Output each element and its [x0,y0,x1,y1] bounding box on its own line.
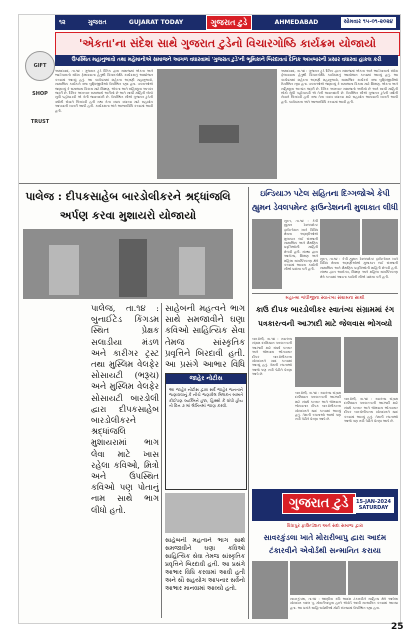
right-story3-headline: સાવરકુંડલા ખાતે મોરારીબાપુ દ્વારા આદમ ટંકારવીને એવોર્ડથી સન્માનિત કરાયા [263,533,387,555]
gift-shop-badge: GIFT SHOP TRUST [25,51,55,81]
right-story3-photo-2 [290,561,346,595]
masthead-section: ગુજરાત [87,18,107,26]
right-story2-headline: કાઉ દીપક બારડોલીકર સ્વાતંત્ર્ય સંગ્રામમાં રંગ પત્રકારત્વની આઝાદી માટે જેલવાસ ભોગવ્યો [255,305,395,328]
right-story1-photo-3 [362,219,398,255]
masthead [55,15,400,30]
lead-body-continued: અમદાવાદ, તા.૧૪ : ગુજરાત ટુડે દૈનિક દ્વારા સમાજમાં એકતા અને ભાઈચારાનો સંદેશ ફેલાવવાના હેતુથી વિચારગોષ્ઠિ કાર્યક્રમનું આયોજન કરવામાં આવ્યું હતું. આ કાર્યક્રમમાં શહેરના અગ્રણી મહાનુભાવો, સામાજિક કાર્યકરો તથા બુદ્ધિજીવીઓ ઉપસ્થિત રહ્યા હતા. વક્તાઓએ જણાવ્યું કે સમાજના વિકાસ માટે શિક્ષણ, એકતા અને સહિષ્ણુતા અત્યંત જરૂરી છે. દૈનિક અખબાર સમાજનો અરીસો છે અને સાચી માહિતી લોકો સુધી પહોંચાડવી એ તેની જવાબદારી છે. ઉપસ્થિત સૌએ ગુજરાત ટુડેની વર્ષોની સેવાને બિરદાવી હતી તથા તેના વ્યાપ વધારવા માટે સહયોગ આપવાની ખાતરી આપી હતી. કાર્યક્રમના અંતે આભારવિધિ કરવામાં આવી હતી. [281,69,398,104]
column-divider [161,303,162,618]
gujarat-today-date [353,497,394,513]
right-divider [252,293,398,294]
gujarat-today-date-line1: 15-JAN-2024 [356,499,391,505]
masthead-date: સોમવાર ૧૫-૦૧-૨૦૨૪ [341,17,396,28]
right-story2-photo-2 [344,337,398,393]
masthead-page-no: ૧૨ [59,18,66,26]
right-story1-body-continued: સુરત, તા.૧૪ : કેપી હ્યુમન ડેવલપમેન્ટ ફાઉન્ડેશન ખાતે વિવિધ ક્ષેત્રના અગ્રણીઓએ મુલાકાત લઈ સંસ્થાની સામાજિક અને શૈક્ષણિક પ્રવૃત્તિઓની માહિતી મેળવી હતી. સંસ્થા દ્વારા આરોગ્ય, શિક્ષણ અને મહિલા સશક્તિકરણ ક્ષેત્રે કરવામાં આવતા કાર્યની સૌએ પ્રશંસા કરી હતી. [320,257,398,279]
right-story1-photo-1 [252,219,282,289]
right-story1-headline: ઇન્ડિયાઝ પટેલ સહિતના દિગ્ગજોએ કેપી હ્યુમન ડેવલપમેન્ટ ફાઉન્ડેશનની મુલાકાત લીધી [252,189,398,212]
lead-divider [19,183,400,184]
left-story-photo-figure [49,245,79,295]
right-story1-photo-2 [320,219,360,255]
left-story-photo-figure [179,247,205,295]
left-story-column-1: પાલેજ, તા.૧૪ : બુનાઈટેડ કિંગડમ સ્થિત પ્રેક્ષક સલાડીયા મંડળ અને કારીગર ટ્રસ્ટ તથા મુસ્લિમ વેલફેર સોસાયટી (ભરૂચ) અને મુસ્લિમ વેલફેર સોસાયટી બારડોલી દ્વારા દીપકસાહેબ બારડોલીકરને શ્રદ્ધાંજલિ મુશાયરામાં ભાગ લેવા માટે ખાસ રહેલા કવિઓ, મિત્રો અને ઉપસ્થિત કવિઓ પણ પોતાનું નામ સાથે ભાગ લીધો હતો. [91,303,159,515]
lead-body: અમદાવાદ, તા.૧૪ : ગુજરાત ટુડે દૈનિક દ્વારા સમાજમાં એકતા અને ભાઈચારાનો સંદેશ ફેલાવવાના હેતુથી વિચારગોષ્ઠિ કાર્યક્રમનું આયોજન કરવામાં આવ્યું હતું. આ કાર્યક્રમમાં શહેરના અગ્રણી મહાનુભાવો, સામાજિક કાર્યકરો તથા બુદ્ધિજીવીઓ ઉપસ્થિત રહ્યા હતા. વક્તાઓએ જણાવ્યું કે સમાજના વિકાસ માટે શિક્ષણ, એકતા અને સહિષ્ણુતા અત્યંત જરૂરી છે. દૈનિક અખબાર સમાજનો અરીસો છે અને સાચી માહિતી લોકો સુધી પહોંચાડવી એ તેની જવાબદારી છે. ઉપસ્થિત સૌએ ગુજરાત ટુડેની વર્ષોની સેવાને બિરદાવી હતી તથા તેના વ્યાપ વધારવા માટે સહયોગ આપવાની ખાતરી આપી હતી. કાર્યક્રમના અંતે આભારવિધિ કરવામાં આવી હતી. [55,69,153,113]
masthead-paper-name: GUJARAT TODAY [128,19,184,26]
right-story2-body-continued: બારડોલી, તા.૧૪ : સ્વાતંત્ર્ય સંગ્રામ દરમિયાન પત્રકારત્વની આઝાદી માટે સંઘર્ષ કરનાર અને જેલવાસ ભોગવનાર દીપક બારડોલીકરના યોગદાનને યાદ કરવામાં આવ્યું હતું. તેમની રચનાઓ આજે પણ નવી પેઢીને પ્રેરણા આપે છે. [344,397,398,424]
section-divider [248,187,249,619]
left-story-column-2-continued: સાહેબની મહત્વને ભાગ સાથે સમજાવીને ઘણા કવિઓ સાહિત્યિક સેવા તેમજ સાંસ્કૃતિક પ્રવૃત્તિને બિરદાવી હતી. આ પ્રસંગે આભાર વિધિ કરવામાં આવી હતી અને સૌ સહયોગ આપનાર સર્વેનો આભાર માનવામાં આવ્યો હતો. [165,537,245,592]
public-notice [165,373,247,490]
public-notice-body: આ જાહેર નોટીસ દ્વારા સર્વે જાહેર જનતાને જણાવવાનું કે નીચે જણાવેલ મિલકત બાબતે કોઈપણ વ્યક્તિને હક્ક, હિસ્સો કે વાંધો હોય તો દિન ૭ માં લેખિતમાં જાણ કરવી. [169,387,243,409]
public-notice-title: જાહેર નોટીસ [166,374,246,384]
advertisement-block [165,493,245,533]
right-story2-photo-1 [295,337,341,387]
lead-photo-banner [199,125,239,143]
gujarat-today-logo: ગુજરાત ટુડે [282,493,356,514]
page-number: 25 [391,622,404,632]
right-story1-body: સુરત, તા.૧૪ : કેપી હ્યુમન ડેવલપમેન્ટ ફાઉન્ડેશન ખાતે વિવિધ ક્ષેત્રના અગ્રણીઓએ મુલાકાત લઈ સંસ્થાની સામાજિક અને શૈક્ષણિક પ્રવૃત્તિઓની માહિતી મેળવી હતી. સંસ્થા દ્વારા આરોગ્ય, શિક્ષણ અને મહિલા સશક્તિકરણ ક્ષેત્રે કરવામાં આવતા કાર્યની સૌએ પ્રશંસા કરી હતી. [284,219,318,272]
lead-photo-group [157,69,277,179]
left-story-column-2: સાહેબની મહત્વને ભાગ સાથે સમજાવીને ઘણા કવિઓ સાહિત્યિક સેવા તેમજ સાંસ્કૃતિક પ્રવૃત્તિને બિરદાવી હતી. આ પ્રસંગે આભાર વિધિ [165,303,245,369]
right-story3-body: સાવરકુંડલા, તા.૧૪ : જાણીતા કવિ આદમ ટંકારવીને સાહિત્ય ક્ષેત્રે આપેલા યોગદાન બદલ પૂ. મોરારીબાપુના હસ્તે એવોર્ડ આપી સન્માનિત કરવામાં આવ્યા હતા. આ પ્રસંગે સાહિત્યપ્રેમીઓ મોટી સંખ્યામાં ઉપસ્થિત રહ્યા હતા. [290,597,398,610]
gujarat-today-date-line2: SATURDAY [358,505,389,511]
newspaper-page [18,14,401,624]
masthead-city: AHMEDABAD [274,19,319,26]
masthead-logo: ગુજરાત ટુડે [206,15,253,30]
right-story2-body: બારડોલી, તા.૧૪ : સ્વાતંત્ર્ય સંગ્રામ દરમિયાન પત્રકારત્વની આઝાદી માટે સંઘર્ષ કરનાર અને જેલવાસ ભોગવનાર દીપક બારડોલીકરના યોગદાનને યાદ કરવામાં આવ્યું હતું. તેમની રચનાઓ આજે પણ નવી પેઢીને પ્રેરણા આપે છે. [252,337,292,377]
left-story-photo-figure [119,239,147,297]
right-story3-photo-3 [348,561,398,595]
gujarat-today-promo [252,489,398,521]
right-story3-photo-1 [252,561,288,619]
lead-headline: 'એકતા'ના સંદેશ સાથે ગુજરાત ટુડેનો વિચારગોષ્ઠિ કાર્યક્રમ યોજાયો [55,32,400,56]
left-story-headline: પાલેજ : દીપકસાહેબ બારડોલીકરને શ્રદ્ધાંજલિ અર્પણ કરવા મુશાયરો યોજાયો [25,190,231,222]
right-story2-body-continued: બારડોલી, તા.૧૪ : સ્વાતંત્ર્ય સંગ્રામ દરમિયાન પત્રકારત્વની આઝાદી માટે સંઘર્ષ કરનાર અને જેલવાસ ભોગવનાર દીપક બારડોલીકરના યોગદાનને યાદ કરવામાં આવ્યું હતું. તેમની રચનાઓ આજે પણ નવી પેઢીને પ્રેરણા આપે છે. [295,391,341,422]
right-story3-kicker: વિધાપુર ફાઉન્ડેશન અને સદા સમાજ દ્વારા [286,524,364,529]
lead-subline: ઉપસ્થિત મહાનુભાવો તથા મહેમાનોએ સમાજને આગળ વધારવામાં 'ગુજરાત ટુડે'ની ભૂમિકાને બિરદાવતાં દૈનિક અખબારની પ્રસાર વધારવા હાકલ કરી [55,55,398,66]
right-story2-kicker: મહાત્મા ગાંધીજીના સ્વાતંત્ર્ય સંગ્રામના સાથી [285,296,365,301]
